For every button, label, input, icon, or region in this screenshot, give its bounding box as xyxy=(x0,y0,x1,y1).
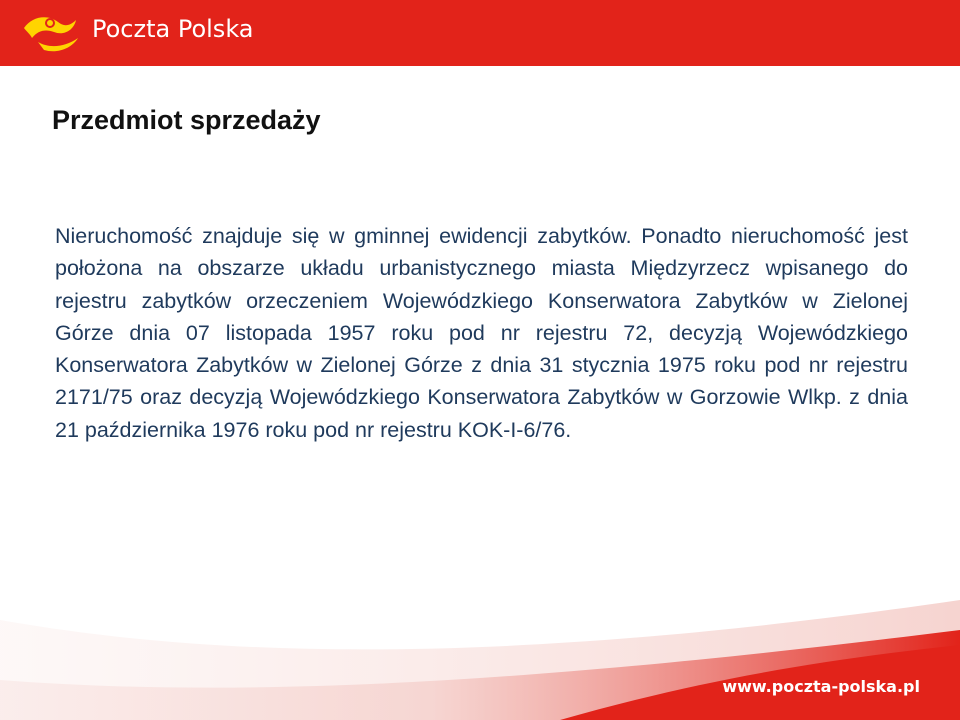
brand-name: Poczta Polska xyxy=(92,15,254,43)
footer-decoration xyxy=(0,560,960,720)
poczta-polska-logo-icon xyxy=(18,8,88,54)
body-paragraph: Nieruchomość znajduje się w gminnej ewidencji zabytków. Ponadto nieruchomość jest położona na obszarze układu urbanistycznego miasta Międzyrzecz wpisanego do rejestru zabytków orzeczeniem Wojewódzkiego Konserwatora Zabytków w Zielonej Górze dnia 07 listopada 1957 roku pod nr rejestru 72, decyzją Wojewódzkiego Konserwatora Zabytków w Zielonej Górze z dnia 31 stycznia 1975 roku pod nr rejestru 2171/75 oraz decyzją Wojewódzkiego Konserwatora Zabytków w Gorzowie Wlkp. z dnia 21 października 1976 roku pod nr rejestru KOK-I-6/76. xyxy=(55,224,908,442)
page-title: Przedmiot sprzedaży xyxy=(52,105,321,135)
footer-url[interactable]: www.poczta-polska.pl xyxy=(722,677,920,696)
header-bar xyxy=(0,0,960,66)
